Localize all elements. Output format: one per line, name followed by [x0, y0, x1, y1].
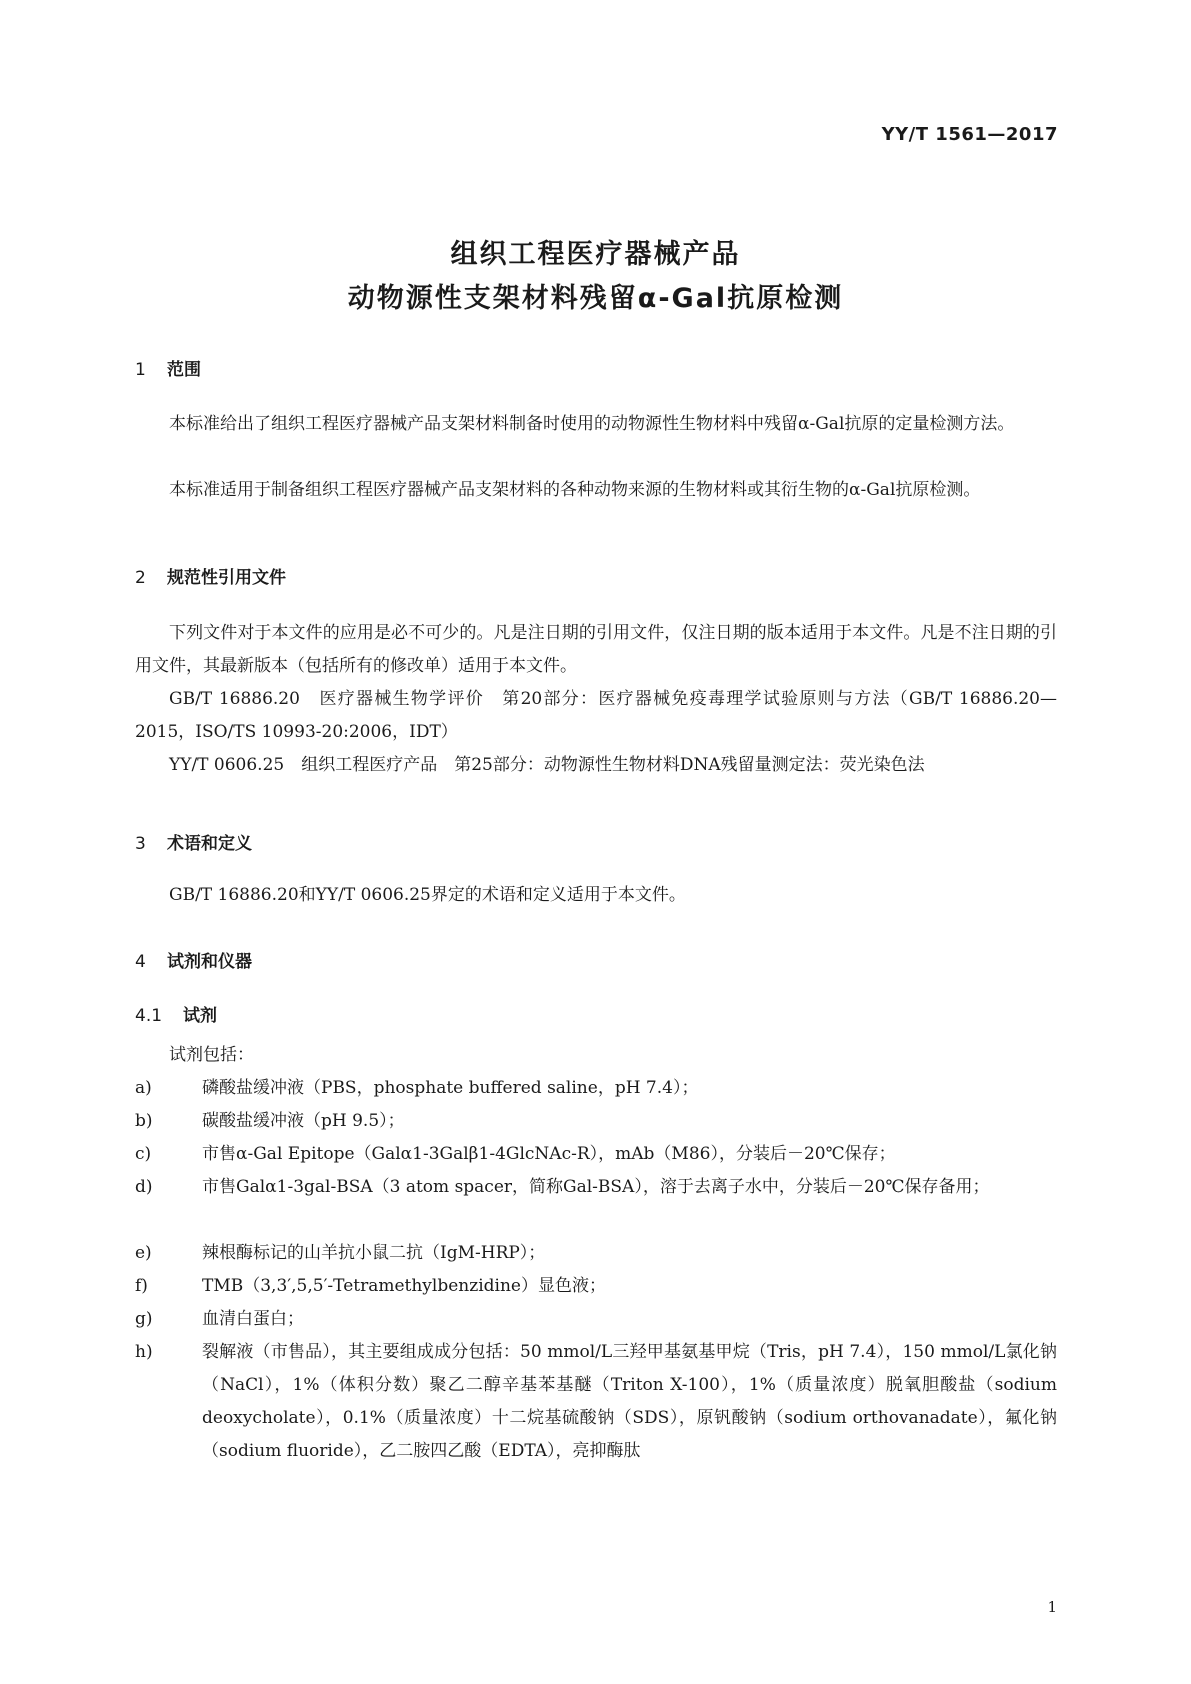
list-item-text: 碳酸盐缓冲液（pH 9.5）； — [202, 1111, 405, 1131]
list-item-label: c) — [135, 1144, 152, 1164]
list-item-text: 磷酸盐缓冲液（PBS，phosphate buffered saline，pH 7.4）； — [202, 1078, 699, 1098]
list-item-label: h) — [135, 1342, 153, 1362]
list-item-text: 市售α-Gal Epitope（Galα1-3Galβ1-4GlcNAc-R），mAb（M86），分装后－20℃保存； — [202, 1144, 896, 1164]
section-number: 4 — [135, 952, 146, 972]
reference-gb-t-16886-20: GB/T 16886.20 医疗器械生物学评价 第20部分：医疗器械免疫毒理学试验原则与方法（GB/T 16886.20—2015，ISO/TS 10993-20:2006，IDT） — [135, 689, 1057, 742]
reference-yy-t-0606-25: YY/T 0606.25 组织工程医疗产品 第25部分：动物源性生物材料DNA残留量测定法：荧光染色法 — [169, 755, 925, 775]
section-2-heading — [135, 563, 286, 588]
list-item-text: 血清白蛋白； — [202, 1309, 304, 1329]
standard-number: YY/T 1561—2017 — [881, 124, 1058, 145]
section-4-heading — [135, 947, 252, 972]
page-number: 1 — [1047, 1598, 1057, 1616]
list-item-label: d) — [135, 1177, 153, 1197]
subsection-title: 试剂 — [183, 1006, 217, 1026]
list-item-label: e) — [135, 1243, 152, 1263]
section-2-paragraph-1: 下列文件对于本文件的应用是必不可少的。凡是注日期的引用文件，仅注日期的版本适用于本文件。凡是不注日期的引用文件，其最新版本（包括所有的修改单）适用于本文件。 — [135, 623, 1057, 676]
section-1-paragraph-1: 本标准给出了组织工程医疗器械产品支架材料制备时使用的动物源性生物材料中残留α-Gal抗原的定量检测方法。 — [169, 414, 1015, 434]
section-title: 范围 — [167, 360, 201, 380]
section-1-paragraph-2: 本标准适用于制备组织工程医疗器械产品支架材料的各种动物来源的生物材料或其衍生物的α-Gal抗原检测。 — [169, 480, 981, 500]
title-line-1: 组织工程医疗器械产品 — [450, 239, 741, 270]
section-number: 2 — [135, 568, 146, 588]
list-item-label: a) — [135, 1078, 152, 1098]
section-title: 规范性引用文件 — [167, 568, 286, 588]
subsection-number: 4.1 — [135, 1006, 163, 1026]
reagents-intro: 试剂包括： — [169, 1045, 254, 1065]
section-number: 1 — [135, 360, 146, 380]
section-number: 3 — [135, 834, 146, 854]
title-line-2: 动物源性支架材料残留α-Gal抗原检测 — [347, 283, 844, 314]
list-item-label: f) — [135, 1276, 148, 1296]
section-4-1-heading — [135, 1001, 217, 1026]
section-3-heading — [135, 829, 252, 854]
list-item-label: b) — [135, 1111, 153, 1131]
list-item-text: 辣根酶标记的山羊抗小鼠二抗（IgM-HRP）； — [202, 1243, 546, 1263]
list-item-text: 裂解液（市售品），其主要组成成分包括：50 mmol/L三羟甲基氨基甲烷（Tris，pH 7.4），150 mmol/L氯化钠（NaCl），1%（体积分数）聚乙二醇辛基苯基醚（Triton X-100），1%（质量浓度）脱氧胆酸盐（sodium deoxycholate），0.1%（质量浓度）十二烷基硫酸钠（SDS），原钒酸钠（sodium orthovanadate），氟化钠（sodium fluoride），乙二胺四乙酸（EDTA），亮抑酶肽 — [202, 1342, 1057, 1461]
list-item-label: g) — [135, 1309, 153, 1329]
list-item-text: TMB（3,3′,5,5′-Tetramethylbenzidine）显色液； — [202, 1276, 606, 1296]
section-3-paragraph-1: GB/T 16886.20和YY/T 0606.25界定的术语和定义适用于本文件。 — [169, 885, 686, 905]
section-1-heading — [135, 355, 201, 380]
section-title: 试剂和仪器 — [167, 952, 252, 972]
section-title: 术语和定义 — [167, 834, 252, 854]
list-item-text: 市售Galα1-3gal-BSA（3 atom spacer，简称Gal-BSA），溶于去离子水中，分装后－20℃保存备用； — [202, 1177, 990, 1197]
